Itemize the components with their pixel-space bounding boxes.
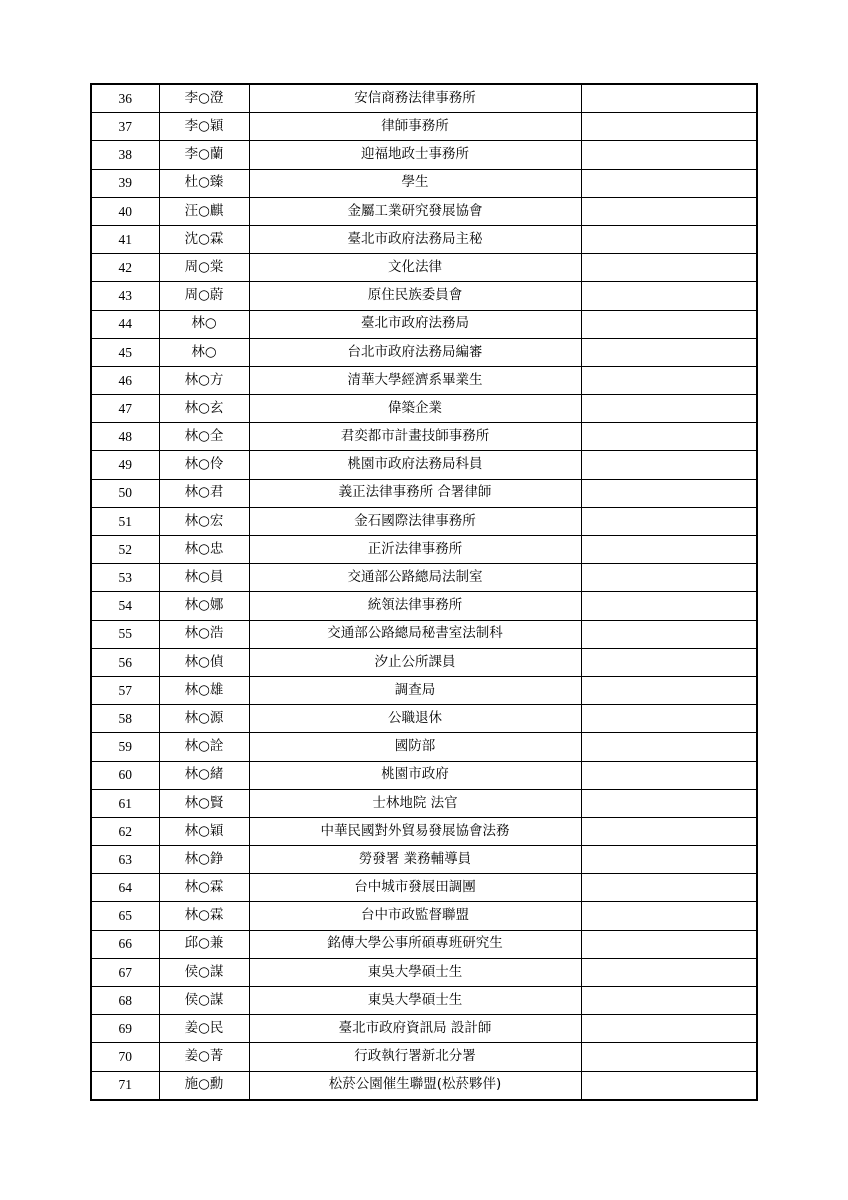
- organization-cell: 臺北市政府資訊局 設計師: [249, 1015, 581, 1043]
- organization-cell: 台北市政府法務局編審: [249, 338, 581, 366]
- row-number-cell: 46: [91, 366, 159, 394]
- name-cell: 林○伶: [159, 451, 249, 479]
- table-row: [91, 817, 757, 845]
- organization-cell: 君奕都市計畫技師事務所: [249, 423, 581, 451]
- organization-cell: 桃園市政府: [249, 761, 581, 789]
- organization-cell: 交通部公路總局秘書室法制科: [249, 620, 581, 648]
- organization-cell: 金屬工業研究發展協會: [249, 197, 581, 225]
- row-number-cell: 61: [91, 789, 159, 817]
- organization-cell: 汐止公所課員: [249, 648, 581, 676]
- organization-cell: 調查局: [249, 676, 581, 704]
- name-cell: 林○員: [159, 564, 249, 592]
- row-number-cell: 62: [91, 817, 159, 845]
- remark-cell: [581, 113, 757, 141]
- remark-cell: [581, 817, 757, 845]
- table-row: [91, 620, 757, 648]
- organization-cell: 原住民族委員會: [249, 282, 581, 310]
- row-number-cell: 41: [91, 225, 159, 253]
- organization-cell: 中華民國對外貿易發展協會法務: [249, 817, 581, 845]
- organization-cell: 文化法律: [249, 254, 581, 282]
- table-row: [91, 958, 757, 986]
- remark-cell: [581, 451, 757, 479]
- organization-cell: 交通部公路總局法制室: [249, 564, 581, 592]
- name-cell: 林○偵: [159, 648, 249, 676]
- row-number-cell: 58: [91, 705, 159, 733]
- row-number-cell: 63: [91, 846, 159, 874]
- remark-cell: [581, 676, 757, 704]
- organization-cell: 士林地院 法官: [249, 789, 581, 817]
- table-row: [91, 141, 757, 169]
- remark-cell: [581, 536, 757, 564]
- remark-cell: [581, 84, 757, 113]
- table-row: [91, 366, 757, 394]
- attendee-table: [90, 83, 758, 1101]
- table-row: [91, 254, 757, 282]
- attendee-table-body: [91, 84, 757, 1100]
- name-cell: 姜○菁: [159, 1043, 249, 1071]
- table-row: [91, 874, 757, 902]
- remark-cell: [581, 479, 757, 507]
- row-number-cell: 70: [91, 1043, 159, 1071]
- remark-cell: [581, 1015, 757, 1043]
- organization-cell: 金石國際法律事務所: [249, 507, 581, 535]
- row-number-cell: 50: [91, 479, 159, 507]
- row-number-cell: 42: [91, 254, 159, 282]
- row-number-cell: 67: [91, 958, 159, 986]
- remark-cell: [581, 789, 757, 817]
- remark-cell: [581, 902, 757, 930]
- name-cell: 施○勳: [159, 1071, 249, 1100]
- organization-cell: 安信商務法律事務所: [249, 84, 581, 113]
- remark-cell: [581, 338, 757, 366]
- table-row: [91, 197, 757, 225]
- name-cell: 林○玄: [159, 395, 249, 423]
- row-number-cell: 69: [91, 1015, 159, 1043]
- row-number-cell: 64: [91, 874, 159, 902]
- row-number-cell: 38: [91, 141, 159, 169]
- row-number-cell: 71: [91, 1071, 159, 1100]
- organization-cell: 銘傳大學公事所碩專班研究生: [249, 930, 581, 958]
- remark-cell: [581, 310, 757, 338]
- name-cell: 林○: [159, 338, 249, 366]
- table-row: [91, 84, 757, 113]
- table-row: [91, 733, 757, 761]
- remark-cell: [581, 254, 757, 282]
- table-row: [91, 451, 757, 479]
- table-row: [91, 1043, 757, 1071]
- organization-cell: 桃園市政府法務局科員: [249, 451, 581, 479]
- row-number-cell: 37: [91, 113, 159, 141]
- table-row: [91, 846, 757, 874]
- table-row: [91, 536, 757, 564]
- remark-cell: [581, 958, 757, 986]
- table-row: [91, 113, 757, 141]
- remark-cell: [581, 225, 757, 253]
- organization-cell: 統領法律事務所: [249, 592, 581, 620]
- remark-cell: [581, 733, 757, 761]
- row-number-cell: 36: [91, 84, 159, 113]
- organization-cell: 偉築企業: [249, 395, 581, 423]
- remark-cell: [581, 197, 757, 225]
- organization-cell: 學生: [249, 169, 581, 197]
- remark-cell: [581, 366, 757, 394]
- remark-cell: [581, 282, 757, 310]
- organization-cell: 臺北市政府法務局主秘: [249, 225, 581, 253]
- remark-cell: [581, 1043, 757, 1071]
- table-row: [91, 789, 757, 817]
- table-row: [91, 1071, 757, 1100]
- name-cell: 林○錚: [159, 846, 249, 874]
- organization-cell: 迎福地政士事務所: [249, 141, 581, 169]
- name-cell: 林○全: [159, 423, 249, 451]
- name-cell: 邱○兼: [159, 930, 249, 958]
- table-row: [91, 169, 757, 197]
- organization-cell: 東吳大學碩士生: [249, 958, 581, 986]
- table-row: [91, 1015, 757, 1043]
- organization-cell: 東吳大學碩士生: [249, 987, 581, 1015]
- remark-cell: [581, 141, 757, 169]
- row-number-cell: 59: [91, 733, 159, 761]
- table-row: [91, 338, 757, 366]
- organization-cell: 臺北市政府法務局: [249, 310, 581, 338]
- name-cell: 林○: [159, 310, 249, 338]
- name-cell: 周○蔚: [159, 282, 249, 310]
- row-number-cell: 68: [91, 987, 159, 1015]
- row-number-cell: 40: [91, 197, 159, 225]
- name-cell: 林○緒: [159, 761, 249, 789]
- row-number-cell: 51: [91, 507, 159, 535]
- row-number-cell: 66: [91, 930, 159, 958]
- organization-cell: 台中城市發展田調團: [249, 874, 581, 902]
- name-cell: 林○穎: [159, 817, 249, 845]
- row-number-cell: 60: [91, 761, 159, 789]
- name-cell: 周○棠: [159, 254, 249, 282]
- remark-cell: [581, 705, 757, 733]
- name-cell: 林○賢: [159, 789, 249, 817]
- remark-cell: [581, 169, 757, 197]
- name-cell: 林○霖: [159, 902, 249, 930]
- remark-cell: [581, 395, 757, 423]
- row-number-cell: 65: [91, 902, 159, 930]
- organization-cell: 行政執行署新北分署: [249, 1043, 581, 1071]
- remark-cell: [581, 874, 757, 902]
- remark-cell: [581, 648, 757, 676]
- remark-cell: [581, 1071, 757, 1100]
- organization-cell: 正沂法律事務所: [249, 536, 581, 564]
- row-number-cell: 48: [91, 423, 159, 451]
- row-number-cell: 45: [91, 338, 159, 366]
- organization-cell: 清華大學經濟系畢業生: [249, 366, 581, 394]
- table-row: [91, 930, 757, 958]
- remark-cell: [581, 592, 757, 620]
- name-cell: 李○澄: [159, 84, 249, 113]
- remark-cell: [581, 507, 757, 535]
- table-row: [91, 564, 757, 592]
- row-number-cell: 52: [91, 536, 159, 564]
- organization-cell: 台中市政監督聯盟: [249, 902, 581, 930]
- table-row: [91, 225, 757, 253]
- name-cell: 侯○謀: [159, 987, 249, 1015]
- organization-cell: 公職退休: [249, 705, 581, 733]
- row-number-cell: 49: [91, 451, 159, 479]
- row-number-cell: 56: [91, 648, 159, 676]
- table-row: [91, 282, 757, 310]
- table-row: [91, 395, 757, 423]
- remark-cell: [581, 620, 757, 648]
- row-number-cell: 53: [91, 564, 159, 592]
- name-cell: 汪○麒: [159, 197, 249, 225]
- row-number-cell: 47: [91, 395, 159, 423]
- name-cell: 林○雄: [159, 676, 249, 704]
- row-number-cell: 39: [91, 169, 159, 197]
- table-row: [91, 761, 757, 789]
- name-cell: 林○詮: [159, 733, 249, 761]
- table-row: [91, 705, 757, 733]
- organization-cell: 國防部: [249, 733, 581, 761]
- organization-cell: 義正法律事務所 合署律師: [249, 479, 581, 507]
- name-cell: 杜○臻: [159, 169, 249, 197]
- table-row: [91, 423, 757, 451]
- name-cell: 林○娜: [159, 592, 249, 620]
- name-cell: 李○穎: [159, 113, 249, 141]
- row-number-cell: 54: [91, 592, 159, 620]
- remark-cell: [581, 423, 757, 451]
- remark-cell: [581, 846, 757, 874]
- table-row: [91, 592, 757, 620]
- remark-cell: [581, 761, 757, 789]
- row-number-cell: 43: [91, 282, 159, 310]
- table-row: [91, 648, 757, 676]
- row-number-cell: 55: [91, 620, 159, 648]
- row-number-cell: 44: [91, 310, 159, 338]
- name-cell: 沈○霖: [159, 225, 249, 253]
- organization-cell: 律師事務所: [249, 113, 581, 141]
- row-number-cell: 57: [91, 676, 159, 704]
- remark-cell: [581, 564, 757, 592]
- remark-cell: [581, 930, 757, 958]
- name-cell: 林○宏: [159, 507, 249, 535]
- table-row: [91, 479, 757, 507]
- name-cell: 林○浩: [159, 620, 249, 648]
- name-cell: 林○霖: [159, 874, 249, 902]
- organization-cell: 勞發署 業務輔導員: [249, 846, 581, 874]
- remark-cell: [581, 987, 757, 1015]
- name-cell: 林○君: [159, 479, 249, 507]
- table-row: [91, 902, 757, 930]
- name-cell: 侯○謀: [159, 958, 249, 986]
- organization-cell: 松菸公園催生聯盟(松菸夥伴): [249, 1071, 581, 1100]
- name-cell: 林○源: [159, 705, 249, 733]
- name-cell: 林○忠: [159, 536, 249, 564]
- name-cell: 李○蘭: [159, 141, 249, 169]
- table-row: [91, 987, 757, 1015]
- table-row: [91, 310, 757, 338]
- table-row: [91, 676, 757, 704]
- name-cell: 姜○民: [159, 1015, 249, 1043]
- table-row: [91, 507, 757, 535]
- name-cell: 林○方: [159, 366, 249, 394]
